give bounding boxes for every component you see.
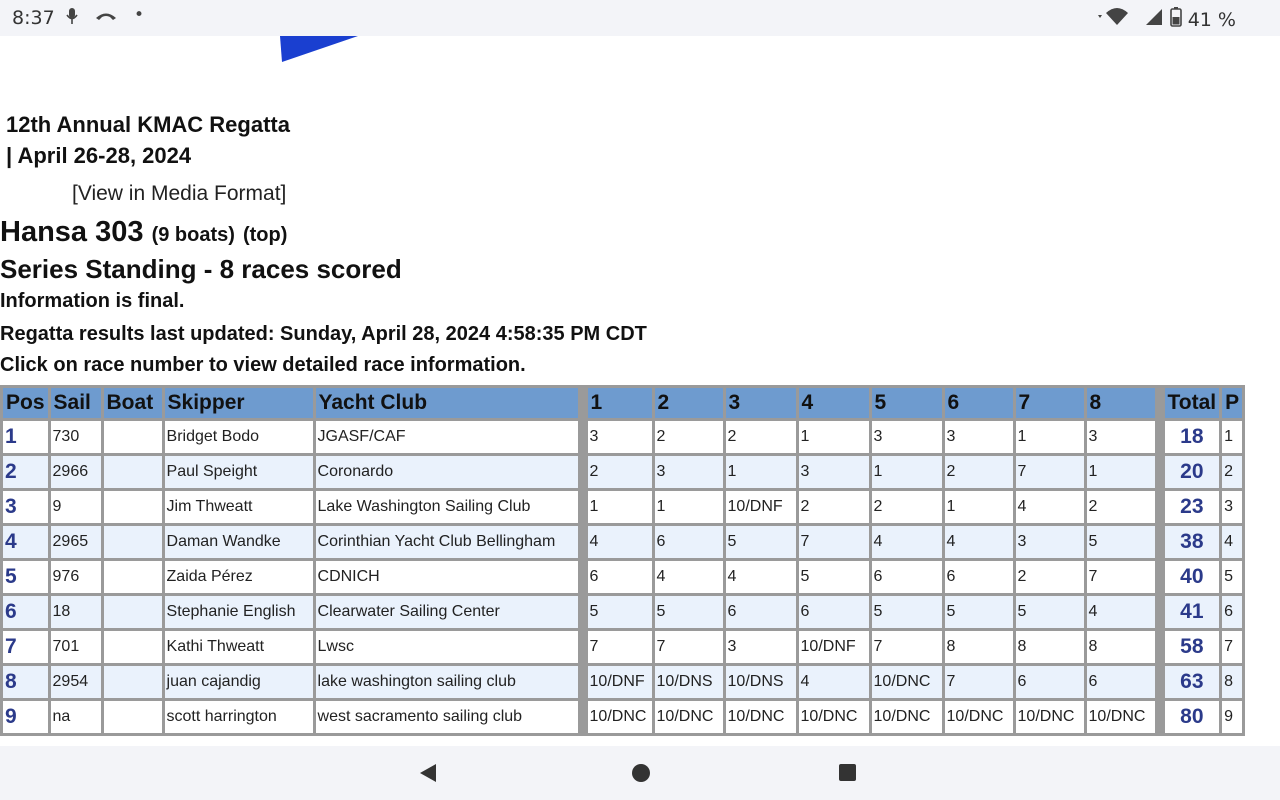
race-6-score: 8 — [945, 631, 1013, 663]
table-row — [3, 421, 1242, 453]
result-skipper: Stephanie English — [165, 596, 313, 628]
column-divider — [581, 526, 585, 558]
result-skipper: Zaida Pérez — [165, 561, 313, 593]
result-skipper: Daman Wandke — [165, 526, 313, 558]
race-2-score: 1 — [655, 491, 723, 523]
boat-count: (9 boats) — [151, 224, 235, 246]
race-8-score: 6 — [1087, 666, 1155, 698]
race-5-score: 4 — [872, 526, 942, 558]
top-link[interactable]: (top) — [242, 224, 288, 246]
race-6-link[interactable]: 6 — [945, 388, 1013, 418]
result-extra: 7 — [1222, 631, 1242, 663]
result-total: 38 — [1165, 526, 1220, 558]
result-skipper: Paul Speight — [165, 456, 313, 488]
column-divider — [1158, 491, 1162, 523]
race-8-link[interactable]: 8 — [1087, 388, 1155, 418]
results-body — [3, 421, 1242, 733]
table-row — [3, 701, 1242, 733]
regatta-title: 12th Annual KMAC Regatta — [6, 112, 290, 137]
race-6-score: 4 — [945, 526, 1013, 558]
battery-percent: 41 % — [1187, 8, 1236, 31]
race-7-score: 10/DNC — [1016, 701, 1084, 733]
result-pos: 2 — [3, 456, 48, 488]
race-3-score: 10/DNS — [726, 666, 796, 698]
race-2-score: 2 — [655, 421, 723, 453]
race-4-score: 10/DNC — [799, 701, 869, 733]
race-7-link[interactable]: 7 — [1016, 388, 1084, 418]
column-divider — [581, 631, 585, 663]
last-updated: Regatta results last updated: Sunday, April 28, 2024 4:58:35 PM CDT — [0, 323, 647, 345]
race-8-score: 1 — [1087, 456, 1155, 488]
race-2-score: 4 — [655, 561, 723, 593]
result-club: west sacramento sailing club — [316, 701, 578, 733]
header-total: Total — [1165, 388, 1220, 418]
result-club: CDNICH — [316, 561, 578, 593]
race-3-score: 6 — [726, 596, 796, 628]
race-7-score: 7 — [1016, 456, 1084, 488]
race-3-score: 10/DNC — [726, 701, 796, 733]
column-divider — [581, 596, 585, 628]
recents-button[interactable] — [839, 764, 856, 781]
race-4-score: 5 — [799, 561, 869, 593]
race-3-score: 3 — [726, 631, 796, 663]
result-sail: 9 — [51, 491, 101, 523]
result-extra: 1 — [1222, 421, 1242, 453]
result-club: Lake Washington Sailing Club — [316, 491, 578, 523]
race-1-link[interactable]: 1 — [588, 388, 652, 418]
column-divider — [581, 666, 585, 698]
result-pos: 3 — [3, 491, 48, 523]
regatta-dates: | April 26-28, 2024 — [6, 143, 192, 168]
result-club: lake washington sailing club — [316, 666, 578, 698]
header-skipper: Skipper — [165, 388, 313, 418]
result-club: Lwsc — [316, 631, 578, 663]
column-divider — [1158, 456, 1162, 488]
result-sail: 2965 — [51, 526, 101, 558]
race-4-score: 3 — [799, 456, 869, 488]
race-7-score: 8 — [1016, 631, 1084, 663]
status-time: 8:37 — [12, 7, 55, 29]
race-1-score: 6 — [588, 561, 652, 593]
result-pos: 9 — [3, 701, 48, 733]
race-2-score: 10/DNC — [655, 701, 723, 733]
status-bar — [0, 0, 1280, 36]
race-2-score: 5 — [655, 596, 723, 628]
column-divider — [581, 491, 585, 523]
result-club: Corinthian Yacht Club Bellingham — [316, 526, 578, 558]
race-8-score: 5 — [1087, 526, 1155, 558]
result-skipper: Bridget Bodo — [165, 421, 313, 453]
race-1-score: 2 — [588, 456, 652, 488]
result-sail: 2954 — [51, 666, 101, 698]
header-row — [3, 388, 1242, 418]
final-note: Information is final. — [0, 290, 185, 312]
result-pos: 4 — [3, 526, 48, 558]
race-2-score: 7 — [655, 631, 723, 663]
race-3-score: 10/DNF — [726, 491, 796, 523]
column-divider — [1158, 596, 1162, 628]
signal-icon — [1144, 7, 1164, 32]
result-pos: 6 — [3, 596, 48, 628]
header-boat: Boat — [104, 388, 162, 418]
race-4-score: 7 — [799, 526, 869, 558]
result-total: 63 — [1165, 666, 1220, 698]
race-5-score: 3 — [872, 421, 942, 453]
race-7-score: 1 — [1016, 421, 1084, 453]
race-5-score: 2 — [872, 491, 942, 523]
result-club: Coronardo — [316, 456, 578, 488]
header-extra: P — [1222, 388, 1242, 418]
race-3-score: 4 — [726, 561, 796, 593]
result-sail: 18 — [51, 596, 101, 628]
race-1-score: 1 — [588, 491, 652, 523]
race-8-score: 3 — [1087, 421, 1155, 453]
table-row — [3, 666, 1242, 698]
column-divider — [1158, 388, 1162, 418]
race-3-score: 1 — [726, 456, 796, 488]
race-1-score: 4 — [588, 526, 652, 558]
class-name: Hansa 303 — [0, 216, 144, 248]
call-icon — [94, 7, 118, 30]
race-1-score: 3 — [588, 421, 652, 453]
race-6-score: 2 — [945, 456, 1013, 488]
result-pos: 7 — [3, 631, 48, 663]
race-4-link[interactable]: 4 — [799, 388, 869, 418]
table-row — [3, 456, 1242, 488]
header-pos: Pos — [3, 388, 48, 418]
click-info: Click on race number to view detailed race information. — [0, 354, 526, 376]
race-6-score: 6 — [945, 561, 1013, 593]
battery-icon — [1170, 7, 1182, 32]
result-extra: 2 — [1222, 456, 1242, 488]
table-row — [3, 491, 1242, 523]
race-6-score: 3 — [945, 421, 1013, 453]
race-1-score: 5 — [588, 596, 652, 628]
result-boat — [104, 596, 162, 628]
result-sail: na — [51, 701, 101, 733]
race-6-score: 5 — [945, 596, 1013, 628]
result-boat — [104, 631, 162, 663]
race-8-score: 4 — [1087, 596, 1155, 628]
header-club: Yacht Club — [316, 388, 578, 418]
race-1-score: 10/DNF — [588, 666, 652, 698]
result-skipper: juan cajandig — [165, 666, 313, 698]
race-4-score: 4 — [799, 666, 869, 698]
result-total: 58 — [1165, 631, 1220, 663]
result-boat — [104, 526, 162, 558]
race-5-score: 7 — [872, 631, 942, 663]
result-sail: 976 — [51, 561, 101, 593]
result-extra: 9 — [1222, 701, 1242, 733]
result-boat — [104, 666, 162, 698]
race-1-score: 10/DNC — [588, 701, 652, 733]
column-divider — [1158, 421, 1162, 453]
race-7-score: 5 — [1016, 596, 1084, 628]
table-row — [3, 596, 1242, 628]
result-total: 80 — [1165, 701, 1220, 733]
result-sail: 2966 — [51, 456, 101, 488]
race-7-score: 2 — [1016, 561, 1084, 593]
result-club: Clearwater Sailing Center — [316, 596, 578, 628]
table-row — [3, 526, 1242, 558]
column-divider — [1158, 701, 1162, 733]
result-skipper: scott harrington — [165, 701, 313, 733]
race-7-score: 6 — [1016, 666, 1084, 698]
result-club: JGASF/CAF — [316, 421, 578, 453]
race-3-link[interactable]: 3 — [726, 388, 796, 418]
result-boat — [104, 561, 162, 593]
column-divider — [581, 421, 585, 453]
result-pos: 8 — [3, 666, 48, 698]
result-pos: 5 — [3, 561, 48, 593]
column-divider — [1158, 666, 1162, 698]
column-divider — [581, 456, 585, 488]
race-7-score: 4 — [1016, 491, 1084, 523]
race-8-score: 2 — [1087, 491, 1155, 523]
result-extra: 3 — [1222, 491, 1242, 523]
web-content[interactable] — [0, 36, 1280, 746]
column-divider — [1158, 561, 1162, 593]
column-divider — [581, 701, 585, 733]
race-6-score: 1 — [945, 491, 1013, 523]
result-total: 20 — [1165, 456, 1220, 488]
race-5-score: 1 — [872, 456, 942, 488]
result-sail: 730 — [51, 421, 101, 453]
header-sail: Sail — [51, 388, 101, 418]
series-title: Series Standing - 8 races scored — [0, 254, 402, 284]
race-4-score: 6 — [799, 596, 869, 628]
race-7-score: 3 — [1016, 526, 1084, 558]
race-2-score: 10/DNS — [655, 666, 723, 698]
column-divider — [581, 561, 585, 593]
notification-dot-icon: • — [134, 5, 145, 25]
result-skipper: Jim Thweatt — [165, 491, 313, 523]
result-total: 23 — [1165, 491, 1220, 523]
race-6-score: 10/DNC — [945, 701, 1013, 733]
table-row — [3, 561, 1242, 593]
race-4-score: 1 — [799, 421, 869, 453]
table-row — [3, 631, 1242, 663]
result-total: 41 — [1165, 596, 1220, 628]
view-media-format-link[interactable]: [View in Media Format] — [72, 182, 287, 205]
column-divider — [1158, 631, 1162, 663]
result-total: 18 — [1165, 421, 1220, 453]
race-4-score: 10/DNF — [799, 631, 869, 663]
race-3-score: 2 — [726, 421, 796, 453]
wifi-icon — [1098, 7, 1138, 32]
column-divider — [1158, 526, 1162, 558]
class-heading — [0, 216, 287, 249]
race-2-link[interactable]: 2 — [655, 388, 723, 418]
home-button[interactable] — [632, 764, 650, 782]
result-boat — [104, 421, 162, 453]
race-5-link[interactable]: 5 — [872, 388, 942, 418]
race-1-score: 7 — [588, 631, 652, 663]
back-button[interactable] — [420, 764, 436, 782]
result-skipper: Kathi Thweatt — [165, 631, 313, 663]
result-extra: 8 — [1222, 666, 1242, 698]
race-5-score: 6 — [872, 561, 942, 593]
results-table — [0, 385, 1245, 736]
race-8-score: 7 — [1087, 561, 1155, 593]
result-boat — [104, 456, 162, 488]
column-divider — [581, 388, 585, 418]
result-total: 40 — [1165, 561, 1220, 593]
race-5-score: 10/DNC — [872, 666, 942, 698]
result-extra: 5 — [1222, 561, 1242, 593]
race-3-score: 5 — [726, 526, 796, 558]
race-2-score: 6 — [655, 526, 723, 558]
result-pos: 1 — [3, 421, 48, 453]
race-4-score: 2 — [799, 491, 869, 523]
result-boat — [104, 701, 162, 733]
microphone-icon — [66, 7, 78, 30]
race-6-score: 7 — [945, 666, 1013, 698]
result-extra: 4 — [1222, 526, 1242, 558]
navigation-bar — [0, 746, 1280, 800]
regatta-logo-sail — [280, 36, 360, 64]
race-5-score: 10/DNC — [872, 701, 942, 733]
race-2-score: 3 — [655, 456, 723, 488]
race-5-score: 5 — [872, 596, 942, 628]
race-8-score: 10/DNC — [1087, 701, 1155, 733]
result-boat — [104, 491, 162, 523]
result-sail: 701 — [51, 631, 101, 663]
race-8-score: 8 — [1087, 631, 1155, 663]
result-extra: 6 — [1222, 596, 1242, 628]
